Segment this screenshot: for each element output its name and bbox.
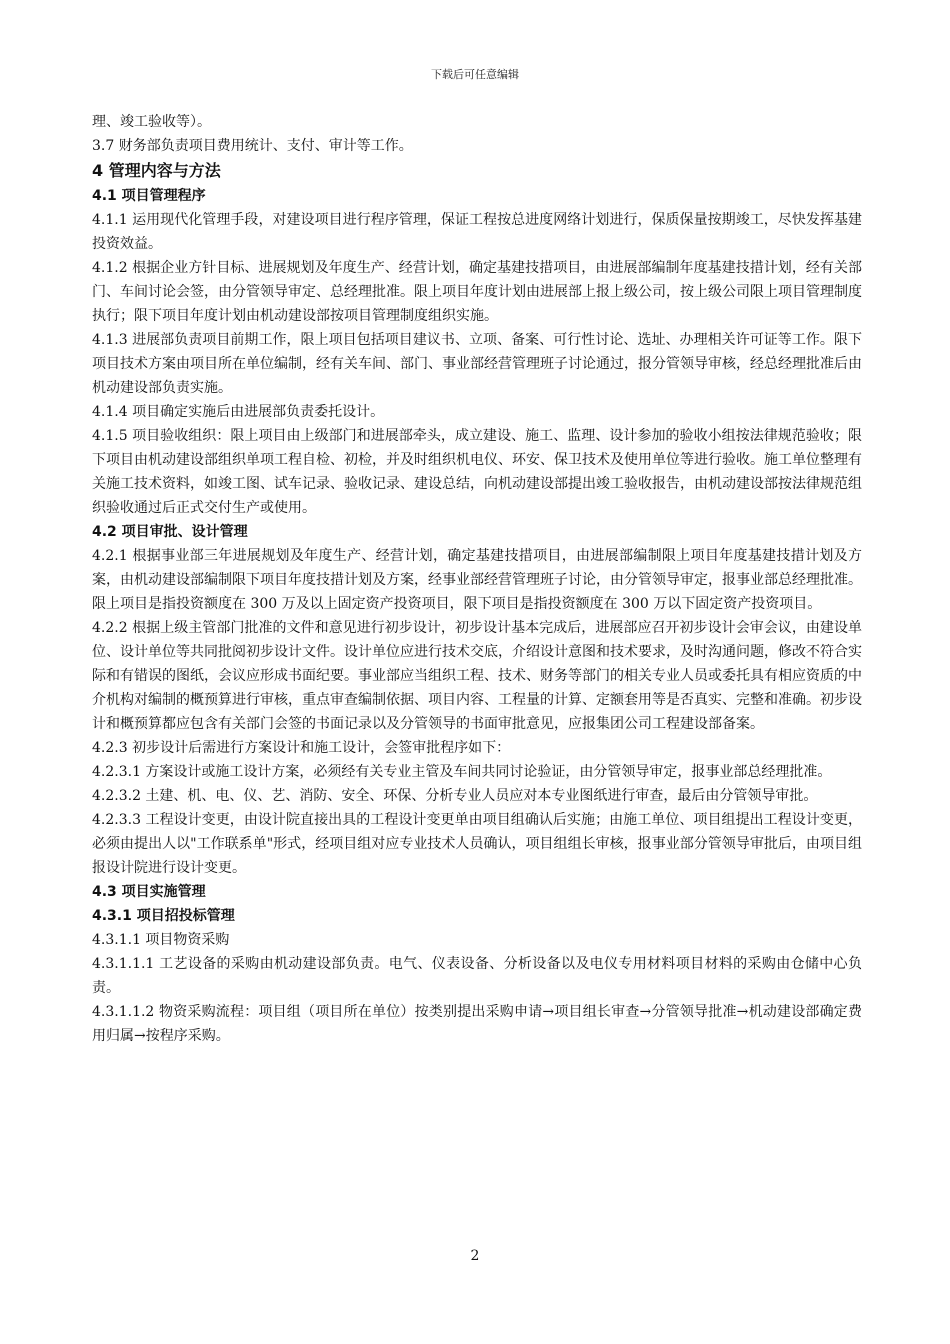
section-heading-4-3-1: 4.3.1 项目招投标管理 <box>92 908 235 924</box>
paragraph-4-1-3: 4.1.3 进展部负责项目前期工作，限上项目包括项目建议书、立项、备案、可行性讨论、选址、办理相关许可证等工作。限下项目技术方案由项目所在单位编制，经有关车间、部门、事业部经营管理班子讨论通过，报分管领导审核，经总经理批准后由机动建设部负责实施。 <box>92 332 862 396</box>
paragraph-4-1-2: 4.1.2 根据企业方针目标、进展规划及年度生产、经营计划，确定基建技措项目，由进展部编制年度基建技措计划，经有关部门、车间讨论会签，由分管领导审定、总经理批准。限上项目年度计划由进展部上报上级公司，按上级公司限上项目管理制度执行；限下项目年度计划由机动建设部按项目管理制度组织实施。 <box>92 260 862 324</box>
paragraph-4-1-1: 4.1.1 运用现代化管理手段，对建设项目进行程序管理，保证工程按总进度网络计划进行，保质保量按期竣工，尽快发挥基建投资效益。 <box>92 212 862 252</box>
section-heading-4-3: 4.3 项目实施管理 <box>92 884 206 900</box>
paragraph-4-2-3-2: 4.2.3.2 土建、机、电、仪、艺、消防、安全、环保、分析专业人员应对本专业图纸进行审查，最后由分管领导审批。 <box>92 788 818 804</box>
paragraph-3-7: 3.7 财务部负责项目费用统计、支付、审计等工作。 <box>92 138 413 154</box>
paragraph-4-2-3-1: 4.2.3.1 方案设计或施工设计方案，必须经有关专业主管及车间共同讨论验证，由分管领导审定，报事业部总经理批准。 <box>92 764 832 780</box>
paragraph-4-3-1-1-2: 4.3.1.1.2 物资采购流程：项目组（项目所在单位）按类别提出采购申请→项目组长审查→分管领导批准→机动建设部确定费用归属→按程序采购。 <box>92 1004 862 1044</box>
document-body <box>92 110 862 1048</box>
section-heading-4-1: 4.1 项目管理程序 <box>92 188 206 204</box>
paragraph-4-1-5: 4.1.5 项目验收组织：限上项目由上级部门和进展部牵头，成立建设、施工、监理、设计参加的验收小组按法律规范验收；限下项目由机动建设部组织单项工程自检、初检，并及时组织机电仪、环安、保卫技术及使用单位等进行验收。施工单位整理有关施工技术资料，如竣工图、试车记录、验收记录、建设总结，向机动建设部提出竣工验收报告，由机动建设部按法律规范组织验收通过后正式交付生产或使用。 <box>92 428 862 516</box>
section-heading-4: 4 管理内容与方法 <box>92 161 221 180</box>
paragraph-intro: 理、竣工验收等）。 <box>92 114 211 130</box>
page-header: 下载后可任意编辑 <box>431 68 519 81</box>
paragraph-4-2-3: 4.2.3 初步设计后需进行方案设计和施工设计，会签审批程序如下： <box>92 740 511 756</box>
paragraph-4-2-3-3: 4.2.3.3 工程设计变更，由设计院直接出具的工程设计变更单由项目组确认后实施；由施工单位、项目组提出工程设计变更，必须由提出人以"工作联系单"形式，经项目组对应专业技术人员确认，项目组组长审核，报事业部分管领导审批后，由项目组报设计院进行设计变更。 <box>92 812 862 876</box>
paragraph-4-3-1-1: 4.3.1.1 项目物资采购 <box>92 932 230 948</box>
paragraph-4-3-1-1-1: 4.3.1.1.1 工艺设备的采购由机动建设部负责。电气、仪表设备、分析设备以及电仪专用材料项目材料的采购由仓储中心负责。 <box>92 956 862 996</box>
paragraph-4-2-2: 4.2.2 根据上级主管部门批准的文件和意见进行初步设计，初步设计基本完成后，进展部应召开初步设计会审会议，由建设单位、设计单位等共同批阅初步设计文件。设计单位应进行技术交底，介绍设计意图和技术要求，及时沟通问题，修改不符合实际和有错误的图纸，会议应形成书面纪要。事业部应当组织工程、技术、财务等部门的相关专业人员或委托具有相应资质的中介机构对编制的概预算进行审核，重点审查编制依据、项目内容、工程量的计算、定额套用等是否真实、完整和准确。初步设计和概预算都应包含有关部门会签的书面记录以及分管领导的书面审批意见，应报集团公司工程建设部备案。 <box>92 620 862 732</box>
paragraph-4-1-4: 4.1.4 项目确定实施后由进展部负责委托设计。 <box>92 404 385 420</box>
paragraph-4-2-1: 4.2.1 根据事业部三年进展规划及年度生产、经营计划，确定基建技措项目，由进展部编制限上项目年度基建技措计划及方案，由机动建设部编制限下项目年度技措计划及方案，经事业部经营管理班子讨论，由分管领导审定，报事业部总经理批准。限上项目是指投资额度在 300 万及以上固定资产投资项目，限下项目是指投资额度在 300 万以下固定资产投资项目。 <box>92 548 862 612</box>
page-number: 2 <box>470 1248 480 1264</box>
section-heading-4-2: 4.2 项目审批、设计管理 <box>92 524 248 540</box>
